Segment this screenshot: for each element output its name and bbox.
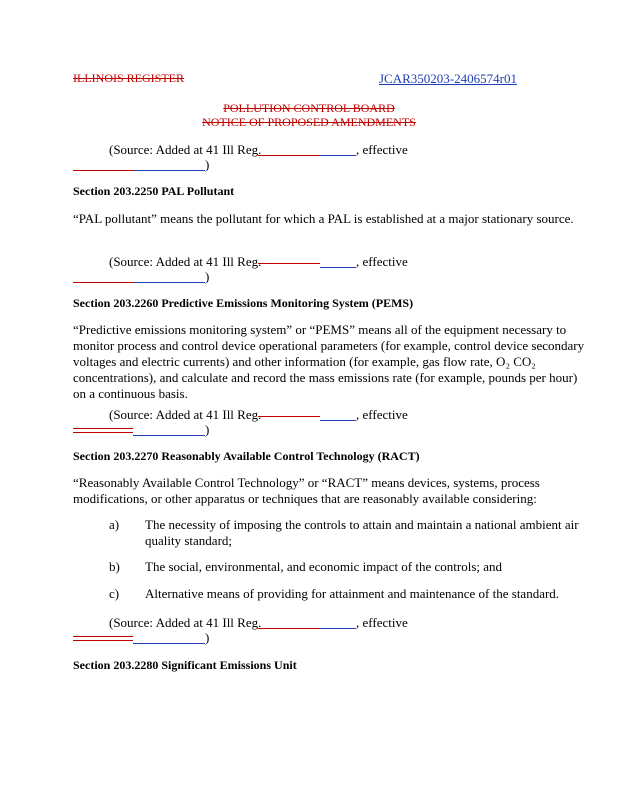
deleted-line — [73, 640, 133, 641]
source-text: (Source: Added at 41 Ill Reg. — [109, 615, 262, 630]
inserted-line — [320, 155, 356, 156]
deleted-line — [73, 428, 133, 429]
list-letter: c) — [109, 586, 120, 601]
effective-text: , effective — [356, 407, 408, 422]
inserted-line — [133, 170, 205, 171]
section-heading: Section 203.2270 Reasonably Available Control Technology (RACT) — [73, 449, 420, 463]
list-text: The necessity of imposing the controls to attain and maintain a national ambient air quality standard; — [145, 517, 579, 548]
inserted-line — [320, 628, 356, 629]
list-letter: b) — [109, 559, 120, 574]
agency-title: POLLUTION CONTROL BOARD — [223, 101, 395, 115]
deleted-line — [258, 628, 320, 629]
source-text: (Source: Added at 41 Ill Reg. — [109, 407, 262, 422]
deleted-line — [258, 263, 320, 264]
deleted-line — [258, 416, 320, 417]
section-heading: Section 203.2250 PAL Pollutant — [73, 184, 235, 198]
inserted-line — [320, 420, 356, 421]
inserted-line — [133, 643, 205, 644]
source-close: ) — [205, 630, 210, 645]
source-close: ) — [205, 269, 210, 284]
list-text: The social, environmental, and economic impact of the controls; and — [145, 559, 503, 574]
section-body: “Predictive emissions monitoring system” or “PEMS” means all of the equipment necessary to monitor process and control device operational parameters (for example, control device secondary voltages and electric currents) and other information (for example, gas flow rate, O₂ CO₂ concentrations), and calculate and record the mass emissions rate (for example, pounds per hour) on a continuous basis. — [73, 322, 585, 401]
notice-title: NOTICE OF PROPOSED AMENDMENTS — [202, 115, 416, 129]
section-body: “Reasonably Available Control Technology” or “RACT” means devices, systems, process modifications, or other apparatus or techniques that are reasonably available considering: — [73, 475, 540, 506]
list-letter: a) — [109, 517, 120, 532]
deleted-line — [73, 282, 133, 283]
section-heading: Section 203.2280 Significant Emissions Unit — [73, 658, 297, 672]
register-header: ILLINOIS REGISTER — [73, 71, 184, 85]
section-body: “PAL pollutant” means the pollutant for which a PAL is established at a major stationary source. — [73, 211, 574, 226]
inserted-line — [133, 435, 205, 436]
section-heading: Section 203.2260 Predictive Emissions Monitoring System (PEMS) — [73, 296, 414, 310]
source-close: ) — [205, 422, 210, 437]
effective-text: , effective — [356, 142, 408, 157]
source-text: (Source: Added at 41 Ill Reg. — [109, 254, 262, 269]
deleted-line — [73, 170, 133, 171]
deleted-line — [258, 155, 320, 156]
jcar-code: JCAR350203-2406574r01 — [379, 71, 517, 86]
effective-text: , effective — [356, 615, 408, 630]
deleted-line — [73, 636, 133, 637]
source-text: (Source: Added at 41 Ill Reg. — [109, 142, 262, 157]
list-text: Alternative means of providing for attainment and maintenance of the standard. — [145, 586, 560, 601]
inserted-line — [320, 267, 356, 268]
deleted-line — [73, 432, 133, 433]
effective-text: , effective — [356, 254, 408, 269]
source-close: ) — [205, 157, 210, 172]
inserted-line — [133, 282, 205, 283]
